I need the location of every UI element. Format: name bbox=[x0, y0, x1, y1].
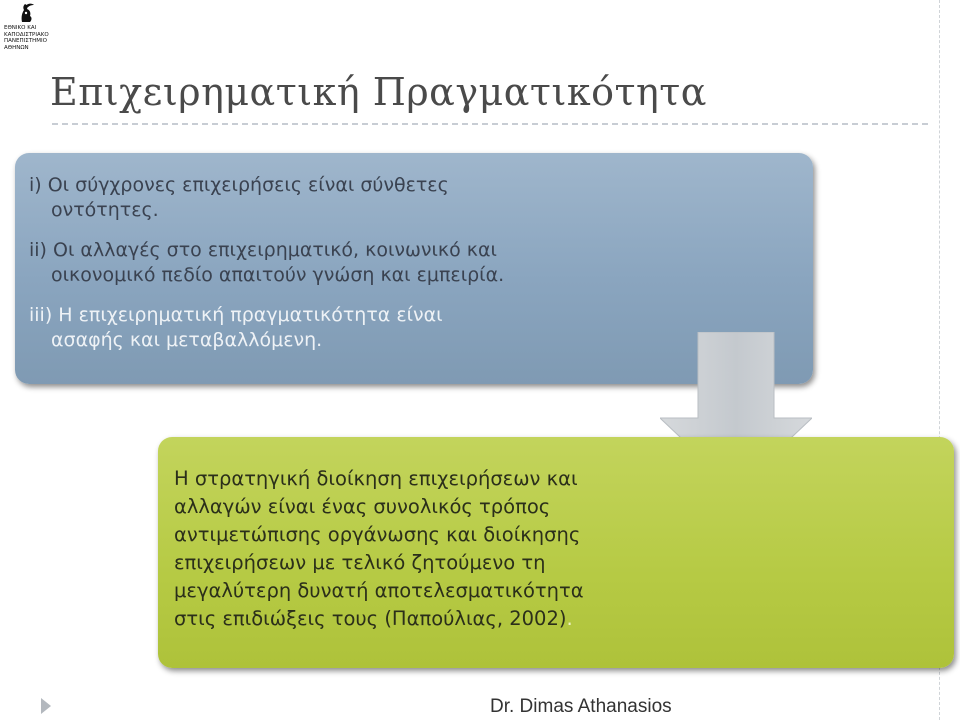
strategic-management-text bbox=[174, 465, 634, 633]
definition-line-3: αντιμετώπισης οργάνωσης και διοίκησης bbox=[174, 523, 581, 546]
university-logo bbox=[4, 2, 48, 64]
slide-title: Επιχειρηματική Πραγματικότητα bbox=[50, 70, 707, 114]
athena-emblem-icon bbox=[15, 2, 37, 24]
definition-line-6-text: στις επιδιώξεις τους (Παπούλιας, 2002) bbox=[174, 607, 567, 630]
logo-line-1: ΕΘΝΙΚΟ ΚΑΙ bbox=[4, 25, 37, 31]
challenge-item-1-line-1: i) Οι σύγχρονες επιχειρήσεις είναι σύνθετες bbox=[29, 174, 449, 196]
challenge-item-2-line-2: οικονομικό πεδίο απαιτούν γνώση και εμπειρία. bbox=[51, 264, 505, 286]
challenge-item-1-line-2: οντότητες. bbox=[51, 199, 159, 221]
definition-line-5: μεγαλύτερη δυνατή αποτελεσματικότητα bbox=[174, 579, 584, 602]
title-divider bbox=[52, 123, 928, 125]
definition-line-2: αλλαγών είναι ένας συνολικός τρόπος bbox=[174, 495, 551, 518]
play-triangle-icon[interactable] bbox=[40, 697, 52, 715]
challenge-item-3-line-1: iii) Η επιχειρηματική πραγματικότητα είναι bbox=[29, 304, 443, 326]
logo-line-2: ΚΑΠΟΔΙΣΤΡΙΑΚΟ bbox=[4, 31, 49, 38]
footer-author: Dr. Dimas Athanasios bbox=[490, 696, 672, 717]
logo-line-4: ΑΘΗΝΩΝ bbox=[4, 44, 29, 51]
definition-line-1: Η στρατηγική διοίκηση επιχειρήσεων και bbox=[174, 467, 578, 490]
challenge-item-2-line-1: ii) Οι αλλαγές στο επιχειρηματικό, κοινωνικό και bbox=[29, 239, 497, 261]
logo-line-3: ΠΑΝΕΠΙΣΤΗΜΙΟ bbox=[4, 38, 47, 44]
challenges-text bbox=[29, 173, 629, 353]
definition-end-dot: . bbox=[566, 607, 573, 630]
challenge-item-3-line-2: ασαφής και μεταβαλλόμενη. bbox=[51, 329, 323, 351]
definition-line-4: επιχειρήσεων με τελικό ζητούμενο τη bbox=[174, 551, 546, 574]
definition-line-6 bbox=[174, 605, 634, 633]
